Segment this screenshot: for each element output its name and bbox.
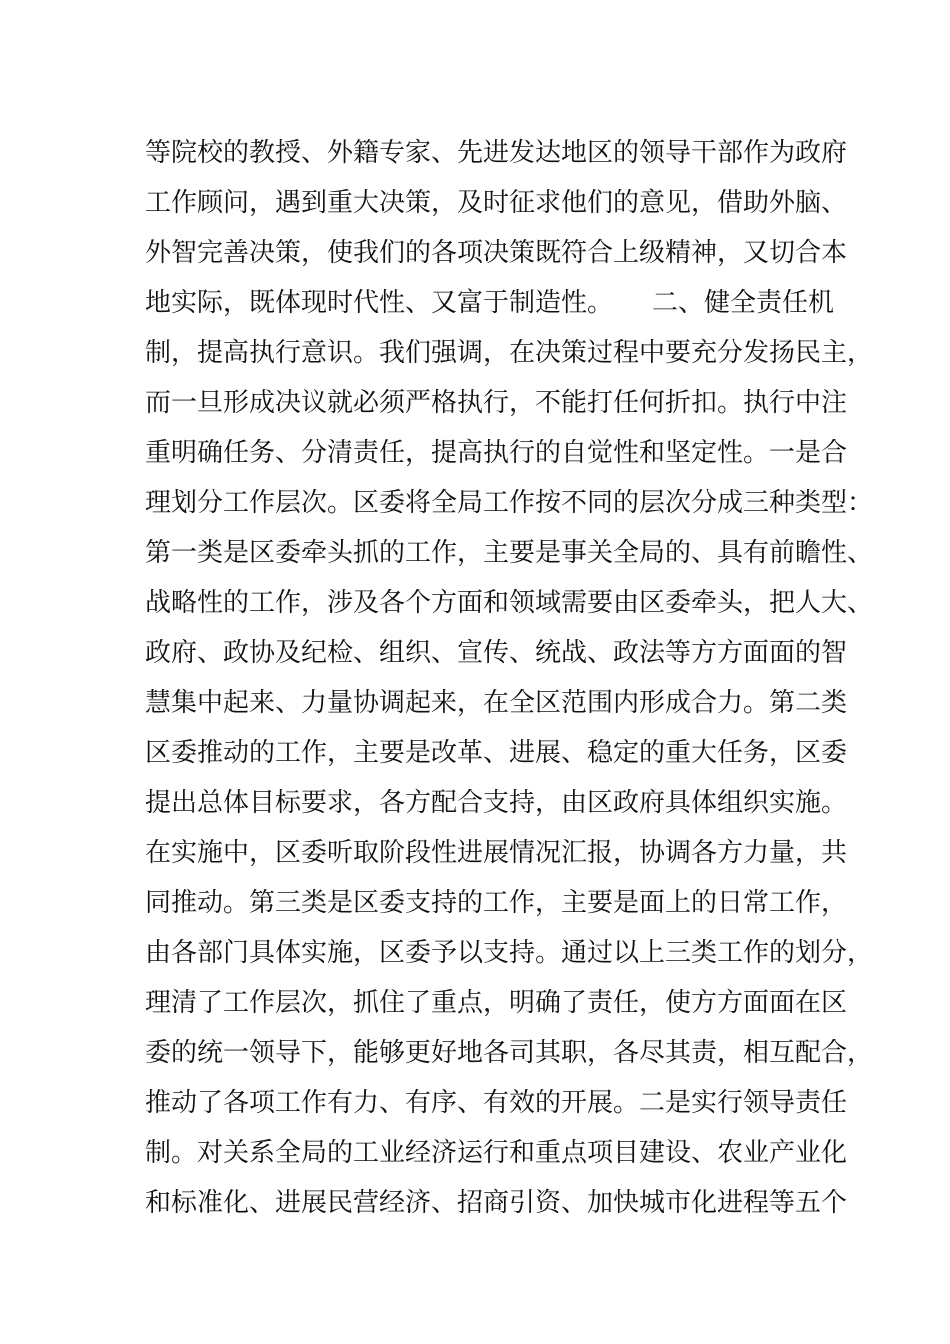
text-line: 由各部门具体实施，区委予以支持。通过以上三类工作的划分，: [145, 938, 874, 968]
text-line: 制，提高执行意识。我们强调，在决策过程中要充分发扬民主，: [145, 338, 874, 368]
text-line: 地实际，既体现时代性、又富于制造性。 二、健全责任机: [145, 288, 835, 318]
text-line: 推动了各项工作有力、有序、有效的开展。二是实行领导责任: [145, 1088, 848, 1118]
body-text: [145, 128, 874, 1228]
text-line: 同推动。第三类是区委支持的工作，主要是面上的日常工作，: [145, 888, 848, 918]
text-line: 和标准化、进展民营经济、招商引资、加快城市化进程等五个: [145, 1188, 848, 1218]
text-line: 等院校的教授、外籍专家、先进发达地区的领导干部作为政府: [145, 138, 848, 168]
text-line: 战略性的工作，涉及各个方面和领域需要由区委牵头，把人大、: [145, 588, 874, 618]
text-line: 而一旦形成决议就必须严格执行，不能打任何折扣。执行中注: [145, 388, 848, 418]
text-line: 第一类是区委牵头抓的工作，主要是事关全局的、具有前瞻性、: [145, 538, 874, 568]
text-line: 理清了工作层次，抓住了重点，明确了责任，使方方面面在区: [145, 988, 848, 1018]
text-line: 工作顾问，遇到重大决策，及时征求他们的意见，借助外脑、: [145, 188, 848, 218]
text-line: 提出总体目标要求，各方配合支持，由区政府具体组织实施。: [145, 788, 848, 818]
text-line: 慧集中起来、力量协调起来，在全区范围内形成合力。第二类: [145, 688, 848, 718]
text-line: 在实施中，区委听取阶段性进展情况汇报，协调各方力量，共: [145, 838, 848, 868]
text-line: 重明确任务、分清责任，提高执行的自觉性和坚定性。一是合: [145, 438, 848, 468]
text-line: 外智完善决策，使我们的各项决策既符合上级精神，又切合本: [145, 238, 848, 268]
text-line: 制。对关系全局的工业经济运行和重点项目建设、农业产业化: [145, 1138, 848, 1168]
text-line: 政府、政协及纪检、组织、宣传、统战、政法等方方面面的智: [145, 638, 848, 668]
text-line: 理划分工作层次。区委将全局工作按不同的层次分成三种类型：: [145, 488, 874, 518]
text-line: 区委推动的工作，主要是改革、进展、稳定的重大任务，区委: [145, 738, 848, 768]
text-line: 委的统一领导下，能够更好地各司其职，各尽其责，相互配合，: [145, 1038, 874, 1068]
